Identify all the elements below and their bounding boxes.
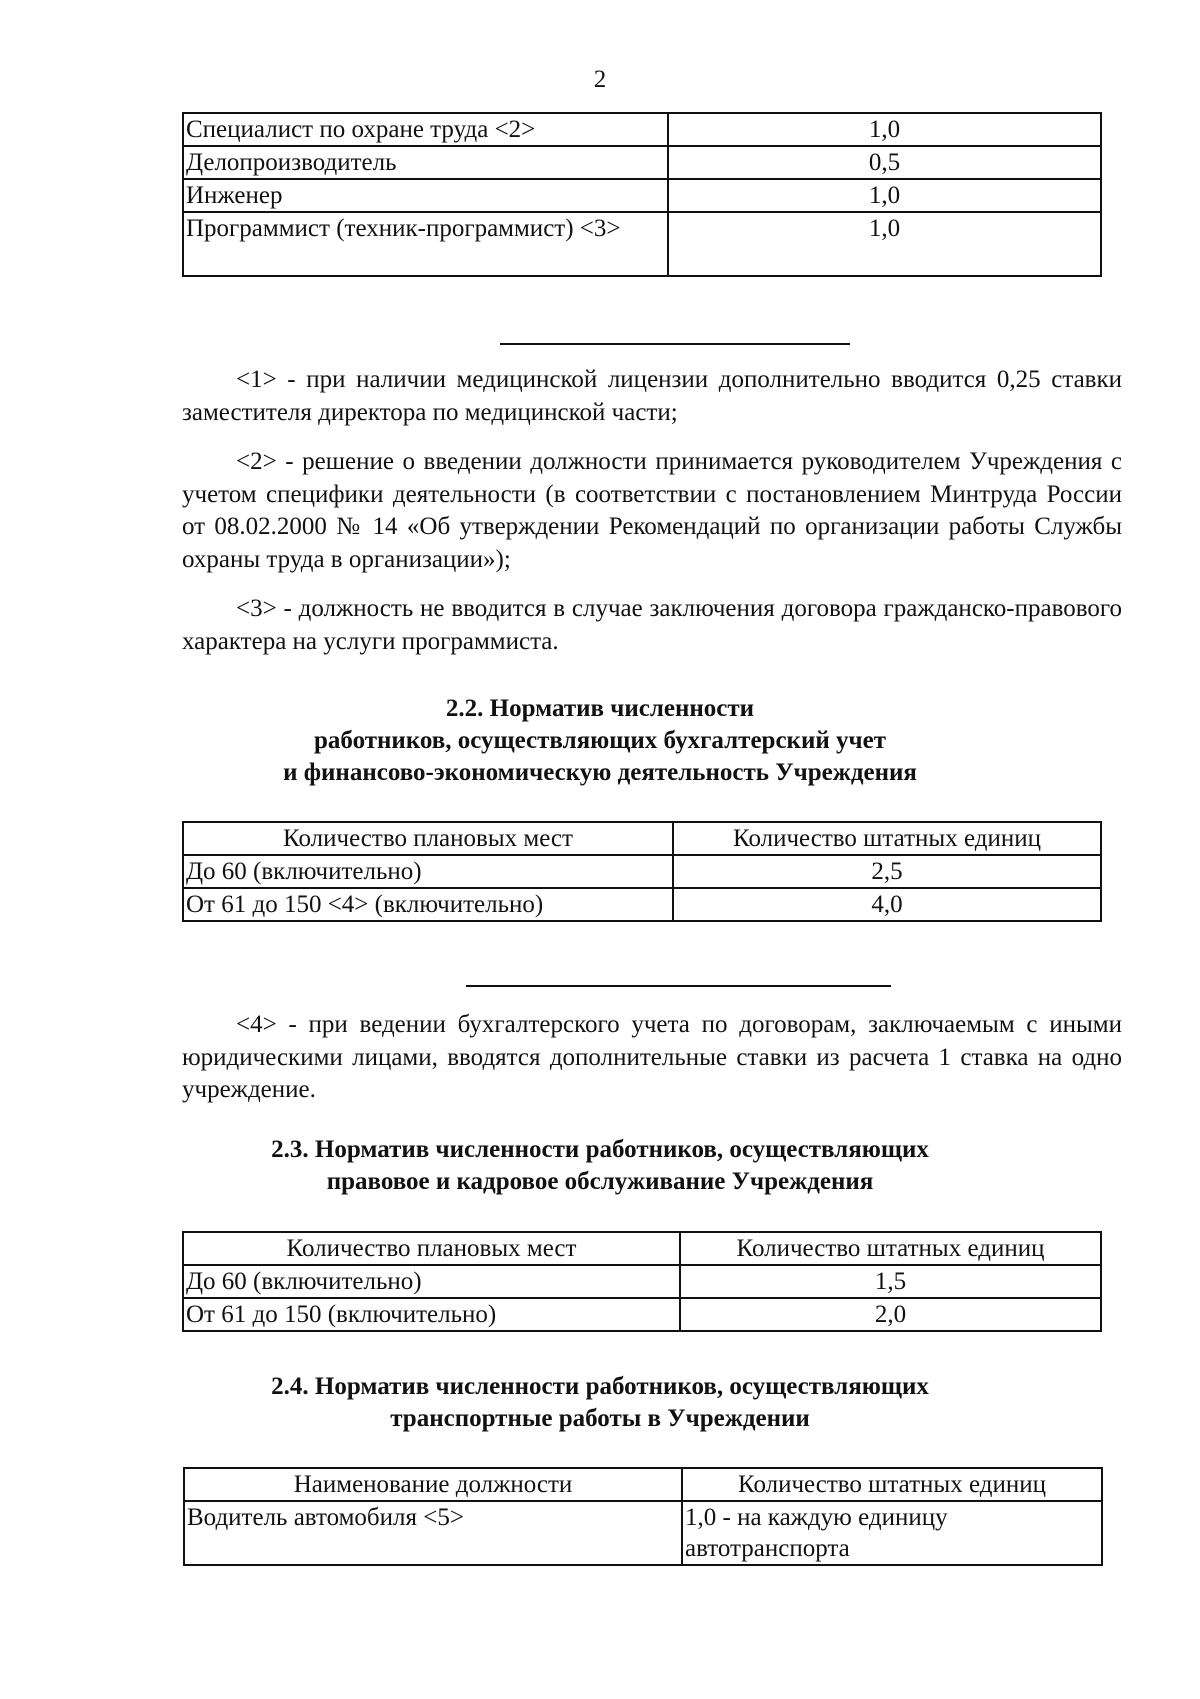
position-cell: Инженер	[183, 179, 668, 212]
places-cell: От 61 до 150 <4> (включительно)	[183, 888, 673, 921]
position-cell: Водитель автомобиля <5>	[184, 1501, 682, 1565]
position-cell: Программист (техник-программист) <3>	[183, 212, 668, 276]
column-header: Количество штатных единиц	[682, 1468, 1102, 1501]
table-header-row	[184, 1468, 1102, 1501]
footnote-3: <3> - должность не вводится в случае заключения договора гражданско-правового характера на услуги программиста.	[182, 595, 1122, 655]
staff-positions-table	[182, 112, 1102, 277]
table-row	[183, 146, 1101, 179]
table-row	[183, 1265, 1101, 1298]
units-cell: 1,5	[680, 1265, 1101, 1298]
footnote-2: <2> - решение о введении должности принимается руководителем Учреждения с учетом специфики деятельности (в соответствии с постановлением Минтруда России от 08.02.2000 № 14 «Об утверждении Рекомендаций по организации работы Службы охраны труда в организации»);	[182, 448, 1122, 573]
footnote-1: <1> - при наличии медицинской лицензии дополнительно вводится 0,25 ставки заместителя директора по медицинской части;	[182, 366, 1122, 426]
places-cell: От 61 до 150 (включительно)	[183, 1298, 680, 1331]
footnote-4: <4> - при ведении бухгалтерского учета по договорам, заключаемым с иными юридическими лицами, вводятся дополнительные ставки из расчета 1 ставка на одно учреждение.	[182, 1011, 1122, 1103]
table-header-row	[183, 822, 1101, 855]
position-cell: Специалист по охране труда <2>	[183, 113, 668, 146]
section-2-4-heading: 2.4. Норматив численности работников, осуществляющих транспортные работы в Учреждении	[271, 1373, 929, 1432]
legal-hr-staff-table	[182, 1231, 1102, 1332]
units-cell: 2,5	[673, 855, 1101, 888]
column-header: Количество плановых мест	[183, 822, 673, 855]
units-cell: 2,0	[680, 1298, 1101, 1331]
table-row	[183, 212, 1101, 276]
places-cell: До 60 (включительно)	[183, 1265, 680, 1298]
table-header-row	[183, 1232, 1101, 1265]
section-2-2-heading: 2.2. Норматив численности работников, осуществляющих бухгалтерский учет и финансово-экономическую деятельность Учреждения	[283, 695, 917, 786]
units-cell: 1,0	[668, 212, 1101, 276]
column-header: Наименование должности	[184, 1468, 682, 1501]
places-cell: До 60 (включительно)	[183, 855, 673, 888]
table-row	[183, 113, 1101, 146]
table-row	[183, 855, 1101, 888]
column-header: Количество штатных единиц	[680, 1232, 1101, 1265]
transport-staff-table	[183, 1467, 1103, 1566]
section-2-3-heading: 2.3. Норматив численности работников, осуществляющих правовое и кадровое обслуживание Учреждения	[271, 1136, 929, 1195]
position-cell: Делопроизводитель	[183, 146, 668, 179]
units-cell: 0,5	[668, 146, 1101, 179]
column-header: Количество штатных единиц	[673, 822, 1101, 855]
accounting-staff-table	[182, 821, 1102, 922]
units-cell: 1,0 - на каждую единицу автотранспорта	[682, 1501, 1102, 1565]
table-row	[183, 1298, 1101, 1331]
page-number: 2	[593, 66, 607, 93]
table-row	[183, 888, 1101, 921]
units-cell: 4,0	[673, 888, 1101, 921]
units-cell: 1,0	[668, 179, 1101, 212]
column-header: Количество плановых мест	[183, 1232, 680, 1265]
table-row	[183, 179, 1101, 212]
footnote-separator	[500, 343, 850, 345]
footnote-separator	[466, 985, 891, 987]
table-row	[184, 1501, 1102, 1565]
units-cell: 1,0	[668, 113, 1101, 146]
